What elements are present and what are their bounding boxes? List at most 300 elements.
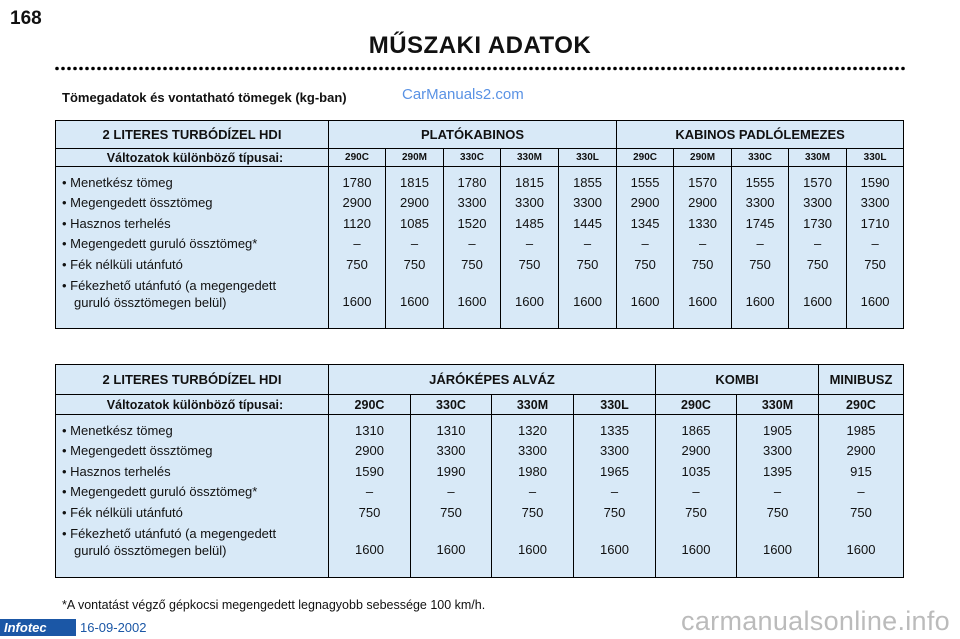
divider-dot <box>247 67 251 71</box>
divider-dot <box>271 67 275 71</box>
value-cell: 750 <box>346 256 368 272</box>
divider-dot <box>709 67 713 71</box>
footnote: *A vontatást végző gépkocsi megengedett legnagyobb sebessége 100 km/h. <box>62 598 486 612</box>
divider-dot <box>799 67 803 71</box>
row-label: • Fék nélküli utánfutó <box>62 256 183 272</box>
divider-dot <box>427 67 431 71</box>
divider-dot <box>301 67 305 71</box>
value-cell: 1570 <box>803 175 833 190</box>
variant-header: 290M <box>674 149 732 167</box>
variant-header: 330M <box>492 395 574 415</box>
divider-dot <box>727 67 731 71</box>
value-cell: 750 <box>685 504 707 520</box>
divider-dot <box>619 67 623 71</box>
divider-dot <box>67 67 71 71</box>
variant-header: 330C <box>444 149 501 167</box>
row-labels <box>56 167 329 329</box>
variant-header: 290C <box>819 395 904 415</box>
value-cell: 3300 <box>518 443 547 459</box>
divider-dot <box>733 67 737 71</box>
variant-header: 330L <box>847 149 904 167</box>
value-cell: 1600 <box>763 541 792 557</box>
variant-header: 330L <box>574 395 656 415</box>
divider-dot <box>361 67 365 71</box>
value-cell: – <box>528 484 537 500</box>
divider-dot <box>541 67 545 71</box>
divider-dot <box>331 67 335 71</box>
divider-dot <box>511 67 515 71</box>
value-cell: 1445 <box>573 215 602 231</box>
divider-dot <box>367 67 371 71</box>
value-cell: 1035 <box>681 463 711 479</box>
value-cell: – <box>773 484 782 500</box>
value-cell: 2900 <box>630 195 660 211</box>
divider-dot <box>349 67 353 71</box>
divider-dot <box>463 67 467 71</box>
value-cell: 1600 <box>518 541 547 557</box>
value-cell: 1310 <box>355 423 384 438</box>
divider-dot <box>145 67 149 71</box>
value-cell: – <box>583 236 592 252</box>
divider-dot <box>265 67 269 71</box>
section-subtitle: Tömegadatok és vontatható tömegek (kg-ban) <box>62 90 347 105</box>
value-cell: 1600 <box>803 293 833 309</box>
divider-dot <box>235 67 239 71</box>
divider-dot <box>589 67 593 71</box>
row-label: • Megengedett össztömeg <box>62 443 213 459</box>
divider-dot <box>85 67 89 71</box>
divider-dot <box>481 67 485 71</box>
divider-dot <box>133 67 137 71</box>
divider-dot <box>127 67 131 71</box>
divider-dot <box>499 67 503 71</box>
value-cell: 1555 <box>745 175 775 190</box>
divider-dot <box>97 67 101 71</box>
divider-dot <box>187 67 191 71</box>
variant-header: 330M <box>501 149 559 167</box>
divider-dot <box>253 67 257 71</box>
table-chassis-kombi-minibus <box>55 364 904 578</box>
value-cell: 1600 <box>600 541 629 557</box>
divider-dot <box>805 67 809 71</box>
value-cell: 2900 <box>400 195 429 211</box>
divider-dot <box>595 67 599 71</box>
row-label: • Hasznos terhelés <box>62 215 171 231</box>
watermark-text: CarManuals2.com <box>402 86 524 103</box>
divider-dot <box>391 67 395 71</box>
divider-dot <box>259 67 263 71</box>
divider-dot <box>289 67 293 71</box>
divider-dot <box>553 67 557 71</box>
value-cell: – <box>410 236 419 252</box>
divider-dot <box>61 67 65 71</box>
divider-dot <box>781 67 785 71</box>
row-label: • Hasznos terhelés <box>62 463 171 479</box>
divider-dot <box>739 67 743 71</box>
divider-dot <box>385 67 389 71</box>
value-cell: 1600 <box>681 541 711 557</box>
value-cell: 1600 <box>515 293 544 309</box>
value-cell: 1085 <box>400 215 429 231</box>
divider-dot <box>307 67 311 71</box>
value-cell: – <box>756 236 764 252</box>
divider-dot <box>445 67 449 71</box>
value-cell: 2900 <box>681 443 711 459</box>
value-cell: 1345 <box>630 215 660 231</box>
divider-dot <box>175 67 179 71</box>
divider-dot <box>475 67 479 71</box>
variant-header: 330C <box>732 149 789 167</box>
row-labels <box>56 415 329 578</box>
divider-dot <box>649 67 653 71</box>
divider-dot <box>373 67 377 71</box>
divider-dot <box>457 67 461 71</box>
value-cell: 1520 <box>457 215 487 231</box>
value-cell: 750 <box>691 256 714 272</box>
value-cell: 1865 <box>681 423 711 438</box>
value-cell: – <box>353 236 361 252</box>
value-cell: 1990 <box>436 463 466 479</box>
divider-dot <box>679 67 683 71</box>
divider-dot <box>835 67 839 71</box>
row-label: • Megengedett guruló össztömeg* <box>62 236 258 252</box>
value-cell: 1330 <box>688 215 718 231</box>
group-header-kombi: KOMBI <box>656 365 819 395</box>
engine-header: 2 LITERES TURBÓDÍZEL HDI <box>56 121 329 149</box>
divider-dot <box>163 67 167 71</box>
divider-dot <box>697 67 701 71</box>
value-cell: 750 <box>749 256 771 272</box>
divider-dot <box>439 67 443 71</box>
divider-dot <box>661 67 665 71</box>
value-cell: 1905 <box>763 423 792 438</box>
value-column <box>574 415 656 578</box>
value-cell: – <box>641 236 649 252</box>
divider-dot <box>205 67 209 71</box>
engine-header: 2 LITERES TURBÓDÍZEL HDI <box>56 365 329 395</box>
value-cell: 750 <box>850 504 872 520</box>
value-cell: 3300 <box>515 195 544 211</box>
brand-logo: Infotec <box>0 619 76 636</box>
divider-dot <box>199 67 203 71</box>
variant-header: 290C <box>617 149 674 167</box>
row-label: • Menetkész tömeg <box>62 423 173 438</box>
divider-dot <box>571 67 575 71</box>
value-column <box>674 167 732 329</box>
group-header-chassis: JÁRÓKÉPES ALVÁZ <box>329 365 656 395</box>
value-cell: 1335 <box>600 423 629 438</box>
value-cell: 1600 <box>745 293 775 309</box>
value-cell: 3300 <box>803 195 833 211</box>
value-cell: – <box>365 484 374 500</box>
value-cell: 1985 <box>846 423 876 438</box>
value-column <box>501 167 559 329</box>
value-cell: 1600 <box>573 293 602 309</box>
value-cell: 1965 <box>600 463 629 479</box>
divider-dot <box>625 67 629 71</box>
divider-dot <box>295 67 299 71</box>
value-cell: 750 <box>576 256 599 272</box>
value-cell: 915 <box>850 463 872 479</box>
value-cell: 750 <box>603 504 626 520</box>
row-label <box>62 275 328 317</box>
value-column <box>732 167 789 329</box>
value-column <box>737 415 819 578</box>
value-cell: 1600 <box>355 541 384 557</box>
value-cell: – <box>698 236 707 252</box>
print-date: 16-09-2002 <box>80 620 147 635</box>
divider-dot <box>229 67 233 71</box>
value-cell: 3300 <box>573 195 602 211</box>
divider-dot <box>433 67 437 71</box>
divider-dot <box>523 67 527 71</box>
divider-dot <box>157 67 161 71</box>
divider-dot <box>787 67 791 71</box>
divider-dot <box>403 67 407 71</box>
value-cell: 1815 <box>515 175 544 190</box>
divider-dot <box>409 67 413 71</box>
divider-dot <box>547 67 551 71</box>
row-label: • Megengedett össztömeg <box>62 195 213 211</box>
value-cell: 3300 <box>600 443 629 459</box>
value-column <box>617 167 674 329</box>
group-header-platform: PLATÓKABINOS <box>329 121 617 149</box>
divider-dot <box>877 67 881 71</box>
value-cell: 1485 <box>515 215 544 231</box>
divider-dot <box>139 67 143 71</box>
divider-dot <box>865 67 869 71</box>
row-label-line2: guruló össztömegen belül) <box>74 542 227 558</box>
divider-dot <box>775 67 779 71</box>
divider-dot <box>763 67 767 71</box>
value-cell: 1600 <box>630 293 660 309</box>
row-label-line1: • Fékezhető utánfutó (a megengedett <box>62 525 277 541</box>
divider-dot <box>277 67 281 71</box>
divider-dot <box>607 67 611 71</box>
divider-dot <box>853 67 857 71</box>
row-label: • Megengedett guruló össztömeg* <box>62 484 258 500</box>
value-column <box>329 167 386 329</box>
value-column <box>386 167 444 329</box>
value-cell: 1855 <box>573 175 602 190</box>
divider-dot <box>217 67 221 71</box>
value-cell: 1815 <box>400 175 429 190</box>
value-cell: – <box>871 236 879 252</box>
divider-dot <box>559 67 563 71</box>
divider-dot <box>565 67 569 71</box>
divider-dot <box>283 67 287 71</box>
group-header-chassis-cab: KABINOS PADLÓLEMEZES <box>617 121 904 149</box>
value-cell: 2900 <box>688 195 718 211</box>
value-cell: 1590 <box>355 463 384 479</box>
value-cell: 750 <box>634 256 656 272</box>
divider-dot <box>355 67 359 71</box>
value-cell: 1600 <box>400 293 429 309</box>
divider-dot <box>757 67 761 71</box>
divider-dot <box>871 67 875 71</box>
divider-dot <box>673 67 677 71</box>
value-cell: – <box>525 236 534 252</box>
divider-dot <box>823 67 827 71</box>
value-cell: – <box>813 236 822 252</box>
variant-header: 330C <box>411 395 492 415</box>
divider-dot <box>889 67 893 71</box>
divider-dot <box>721 67 725 71</box>
divider-dot <box>691 67 695 71</box>
variant-header: 290M <box>386 149 444 167</box>
divider-dot <box>613 67 617 71</box>
value-column <box>492 415 574 578</box>
divider-dot <box>325 67 329 71</box>
page-number: 168 <box>10 8 42 29</box>
divider-dot <box>517 67 521 71</box>
divider-dot <box>451 67 455 71</box>
value-column <box>329 415 411 578</box>
value-cell: 750 <box>403 256 426 272</box>
divider-dot <box>715 67 719 71</box>
value-cell: – <box>857 484 865 500</box>
divider-dot <box>115 67 119 71</box>
value-column <box>656 415 737 578</box>
value-column <box>444 167 501 329</box>
row-label-line1: • Fékezhető utánfutó (a megengedett <box>62 277 277 293</box>
divider-dot <box>811 67 815 71</box>
divider-dot <box>637 67 641 71</box>
divider-dot <box>847 67 851 71</box>
value-cell: 750 <box>864 256 886 272</box>
variant-header: 290C <box>656 395 737 415</box>
divider-dot <box>493 67 497 71</box>
divider-dot <box>769 67 773 71</box>
divider-dot <box>883 67 887 71</box>
row-label-line2: guruló össztömegen belül) <box>74 294 227 310</box>
value-cell: 750 <box>518 256 541 272</box>
value-cell: 750 <box>766 504 789 520</box>
value-cell: 1600 <box>457 293 487 309</box>
value-cell: 3300 <box>745 195 775 211</box>
value-cell: 1600 <box>688 293 718 309</box>
divider-dot <box>103 67 107 71</box>
divider-dot <box>793 67 797 71</box>
value-cell: – <box>692 484 700 500</box>
value-column <box>559 167 617 329</box>
divider-dot <box>73 67 77 71</box>
variant-header: 330L <box>559 149 617 167</box>
site-watermark: carmanualsonline.info <box>681 606 950 636</box>
divider-dot <box>211 67 215 71</box>
value-cell: 2900 <box>355 443 384 459</box>
divider-dot <box>313 67 317 71</box>
value-cell: 1745 <box>745 215 775 231</box>
divider-dot <box>337 67 341 71</box>
divider-dot <box>817 67 821 71</box>
divider-dot <box>655 67 659 71</box>
value-cell: 1600 <box>846 541 876 557</box>
divider-dot <box>841 67 845 71</box>
value-cell: 750 <box>806 256 829 272</box>
value-cell: 750 <box>358 504 381 520</box>
divider-dot <box>583 67 587 71</box>
divider-dot <box>241 67 245 71</box>
divider-dot <box>901 67 905 71</box>
value-cell: 1730 <box>803 215 833 231</box>
divider-dot <box>421 67 425 71</box>
value-cell: – <box>447 484 455 500</box>
row-label: • Menetkész tömeg <box>62 175 173 190</box>
value-cell: 1780 <box>457 175 487 190</box>
value-cell: 1590 <box>860 175 890 190</box>
value-cell: 1310 <box>436 423 466 438</box>
divider-dot <box>487 67 491 71</box>
variant-label: Változatok különböző típusai: <box>56 149 329 167</box>
value-cell: 1570 <box>688 175 718 190</box>
divider-dot <box>577 67 581 71</box>
value-cell: 750 <box>521 504 544 520</box>
table-platform-cab <box>55 120 904 329</box>
value-cell: 3300 <box>436 443 466 459</box>
divider-dot <box>121 67 125 71</box>
divider-dot <box>151 67 155 71</box>
value-column <box>847 167 904 329</box>
value-column <box>411 415 492 578</box>
value-cell: 1555 <box>630 175 660 190</box>
divider-dot <box>859 67 863 71</box>
row-label <box>62 523 328 565</box>
value-cell: – <box>610 484 619 500</box>
page-title: MŰSZAKI ADATOK <box>368 32 592 59</box>
value-column <box>819 415 904 578</box>
value-cell: 1600 <box>436 541 466 557</box>
divider-dot <box>751 67 755 71</box>
divider-dot <box>91 67 95 71</box>
divider-dot <box>703 67 707 71</box>
value-cell: 2900 <box>846 443 876 459</box>
divider-dot <box>415 67 419 71</box>
divider-dot <box>223 67 227 71</box>
divider-dot <box>643 67 647 71</box>
group-header-minibus: MINIBUSZ <box>819 365 904 395</box>
divider-dot <box>895 67 899 71</box>
divider-dot <box>379 67 383 71</box>
divider-dot <box>745 67 749 71</box>
divider-dot <box>319 67 323 71</box>
divider-dot <box>397 67 401 71</box>
divider-dot <box>55 67 59 71</box>
divider-dot <box>631 67 635 71</box>
value-cell: 2900 <box>342 195 372 211</box>
variant-header: 290C <box>329 395 411 415</box>
value-cell: 750 <box>461 256 483 272</box>
divider-dot <box>685 67 689 71</box>
value-cell: 1780 <box>342 175 372 190</box>
variant-header: 330M <box>737 395 819 415</box>
divider-dot <box>193 67 197 71</box>
row-label: • Fék nélküli utánfutó <box>62 504 183 520</box>
variant-header: 290C <box>329 149 386 167</box>
value-cell: 750 <box>440 504 462 520</box>
value-cell: 1980 <box>518 463 547 479</box>
value-cell: 3300 <box>457 195 487 211</box>
divider-dot <box>469 67 473 71</box>
value-cell: 1395 <box>763 463 792 479</box>
value-cell: 3300 <box>860 195 890 211</box>
divider-dot <box>829 67 833 71</box>
divider-dot <box>343 67 347 71</box>
value-cell: 1320 <box>518 423 547 438</box>
divider-dot <box>667 67 671 71</box>
value-cell: 1710 <box>860 215 890 231</box>
dotted-divider <box>55 66 905 71</box>
